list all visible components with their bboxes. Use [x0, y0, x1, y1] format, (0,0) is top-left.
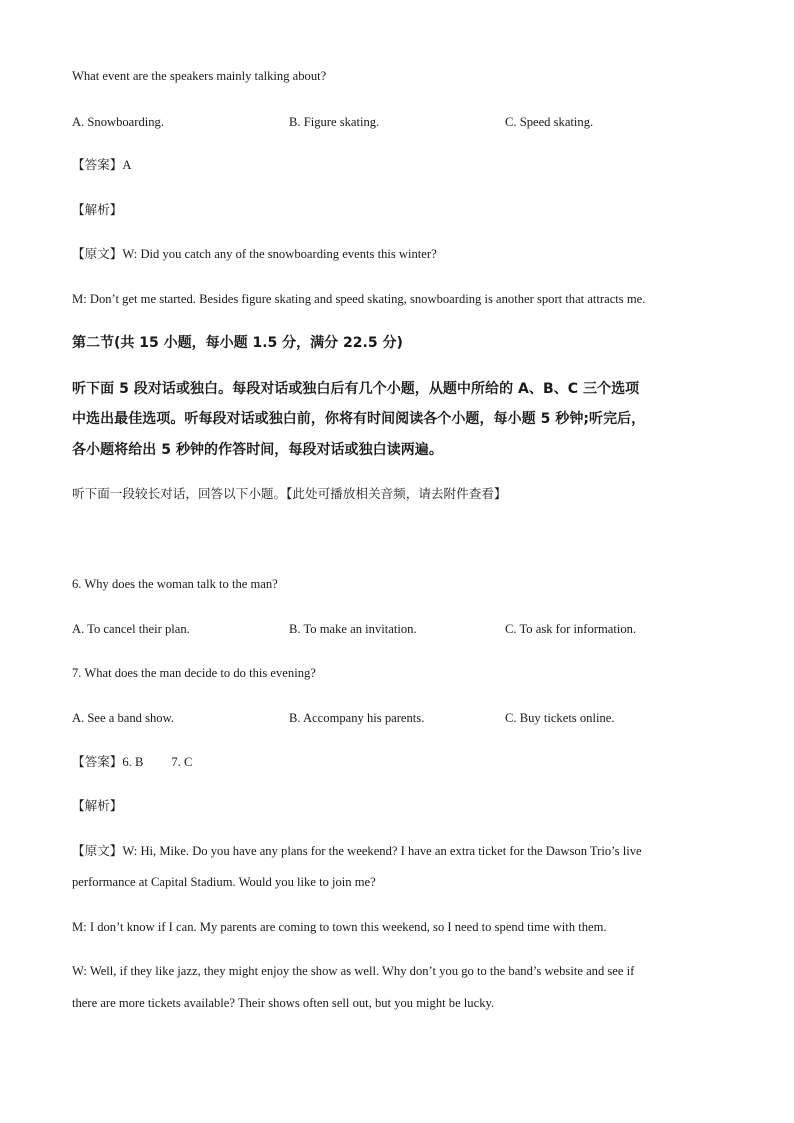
q5-answer-value: A — [122, 158, 132, 172]
q6-option-a: A. To cancel their plan. — [72, 622, 190, 636]
q67-transcript-line-4: W: Well, if they like jazz, they might enjoy the show as well. Why don’t you go to the band’s website and see if — [72, 964, 635, 978]
q5-option-b: B. Figure skating. — [289, 115, 380, 129]
q6-answer-value: 6. B — [122, 755, 144, 769]
q67-transcript-line-1-text: W: Hi, Mike. Do you have any plans for the weekend? I have an extra ticket for the Dawson Trio’s live — [122, 844, 642, 858]
q7-option-c: C. Buy tickets online. — [505, 711, 615, 725]
original-label: 【原文】 — [72, 246, 123, 261]
q67-transcript-line-5: there are more tickets available? Their shows often sell out, but you might be lucky. — [72, 996, 495, 1010]
q6-option-b: B. To make an invitation. — [289, 622, 417, 636]
q7-option-a: A. See a band show. — [72, 711, 175, 725]
original-label-2: 【原文】 — [72, 843, 123, 858]
answer-label: 【答案】 — [72, 157, 123, 172]
q5-option-a: A. Snowboarding. — [72, 115, 164, 129]
section-2-instructions-line-3: 各小题将给出 5 秒钟的作答时间，每段对话或独白读两遍。 — [72, 442, 443, 458]
analysis-label: 【解析】 — [72, 202, 123, 217]
section-2-instructions-line-1: 听下面 5 段对话或独白。每段对话或独白后有几个小题，从题中所给的 A、B、C 三个选项 — [72, 381, 640, 397]
question-6-text: 6. Why does the woman talk to the man? — [72, 577, 278, 591]
q67-transcript-line-1 — [72, 843, 642, 859]
section-2-heading: 第二节(共 15 小题，每小题 1.5 分，满分 22.5 分) — [72, 335, 403, 351]
question-7-text: 7. What does the man decide to do this evening? — [72, 666, 316, 680]
q7-answer-value: 7. C — [171, 755, 193, 769]
section-2-instructions-line-2: 中选出最佳选项。听每段对话或独白前，你将有时间阅读各个小题，每小题 5 秒钟;听完后， — [72, 411, 646, 427]
q5-transcript-w-text: W: Did you catch any of the snowboarding events this winter? — [122, 247, 437, 261]
q67-answer-line — [72, 754, 192, 770]
q5-answer-line — [72, 157, 131, 173]
q5-option-c: C. Speed skating. — [505, 115, 594, 129]
q7-option-b: B. Accompany his parents. — [289, 711, 425, 725]
q67-analysis-line — [72, 798, 122, 814]
q5-transcript-m: M: Don’t get me started. Besides figure skating and speed skating, snowboarding is another sport that attracts me. — [72, 292, 646, 306]
q6-option-c: C. To ask for information. — [505, 622, 637, 636]
q67-transcript-line-2: performance at Capital Stadium. Would you like to join me? — [72, 875, 376, 889]
question-5-text: What event are the speakers mainly talking about? — [72, 69, 327, 83]
answer-label-2: 【答案】 — [72, 754, 123, 769]
q67-transcript-line-3: M: I don’t know if I can. My parents are coming to town this weekend, so I need to spend time with them. — [72, 920, 607, 934]
q5-analysis-line — [72, 202, 122, 218]
q5-transcript-w — [72, 246, 437, 262]
section-2-prompt: 听下面一段较长对话，回答以下小题。【此处可播放相关音频，请去附件查看】 — [72, 486, 507, 501]
analysis-label-2: 【解析】 — [72, 798, 123, 813]
